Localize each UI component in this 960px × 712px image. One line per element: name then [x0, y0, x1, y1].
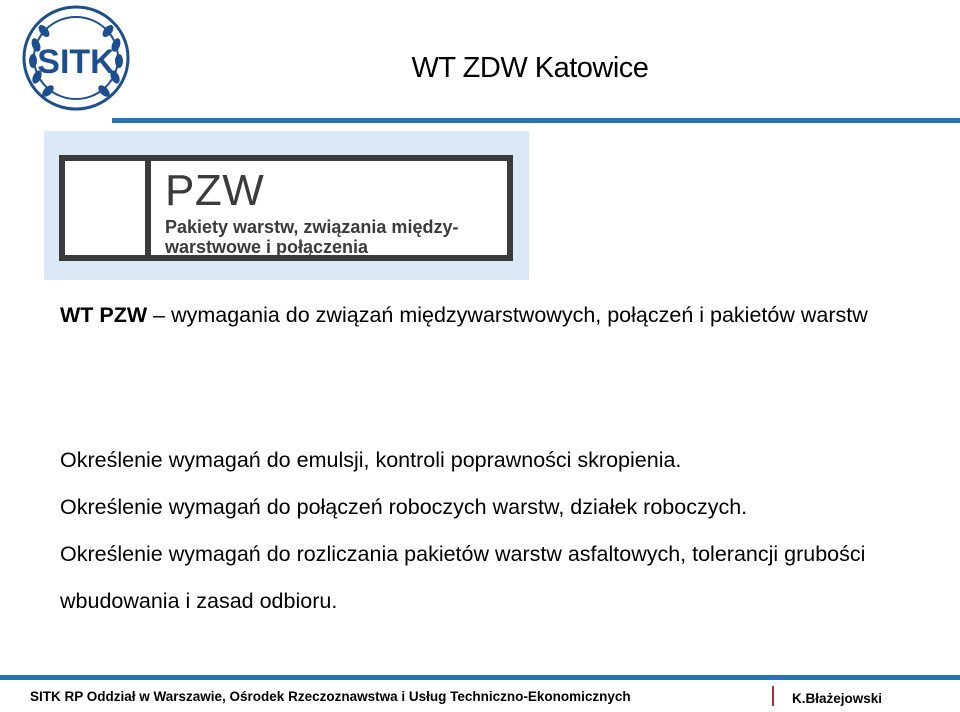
sitk-logo-icon — [22, 5, 130, 111]
pzw-code: PZW — [165, 166, 265, 215]
footer-divider — [0, 675, 960, 680]
pzw-name: Pakiety warstw, związania między-warstwowe i połączenia — [165, 217, 459, 257]
paragraph-joints: Określenie wymagań do połączeń roboczych warstw, działek roboczych. — [60, 495, 748, 519]
footer-organization: SITK RP Oddział w Warszawie, Ośrodek Rzeczoznawstwa i Usług Techniczno-Ekonomicznych — [30, 689, 631, 704]
footer-separator — [772, 686, 774, 706]
paragraph-settlement: Określenie wymagań do rozliczania pakietów warstw asfaltowych, tolerancji grubości wbudowania i zasad odbioru. — [60, 542, 866, 613]
pzw-banner — [44, 131, 529, 280]
header-divider — [112, 118, 960, 123]
heading-rest: – wymagania do związań międzywarstwowych, połączeń i pakietów warstw — [147, 303, 868, 327]
footer-author: K.Błażejowski — [792, 691, 883, 706]
heading-lead: WT PZW — [60, 303, 148, 327]
section-heading — [60, 295, 940, 335]
page-title: WT ZDW Katowice — [411, 52, 649, 84]
svg-text:SITK: SITK — [37, 43, 115, 81]
paragraph-emulsions: Określenie wymagań do emulsji, kontroli poprawności skropienia. — [60, 448, 682, 472]
pzw-frame — [59, 155, 513, 261]
pzw-frame-divider — [145, 161, 151, 255]
